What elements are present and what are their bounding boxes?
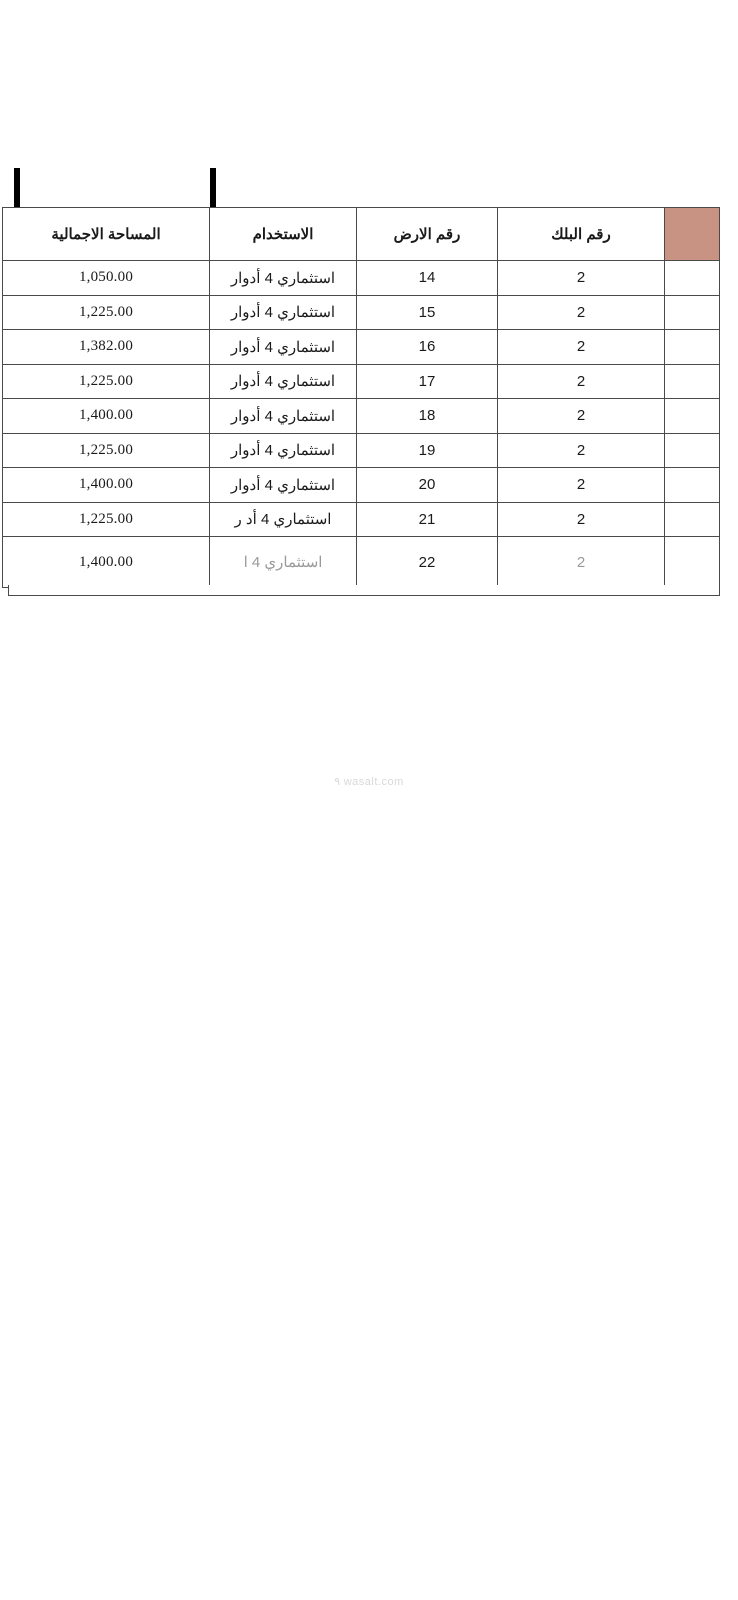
column-header-land: رقم الارض	[357, 208, 498, 261]
land-table	[2, 207, 720, 588]
cell-spacer	[665, 468, 720, 503]
cell-area: 1,225.00	[3, 295, 210, 330]
cell-usage: استثماري 4 أدوار	[210, 468, 357, 503]
column-header-spacer	[665, 208, 720, 261]
cell-land: 22	[357, 537, 498, 588]
cell-area: 1,050.00	[3, 261, 210, 296]
column-header-usage: الاستخدام	[210, 208, 357, 261]
cell-block: 2	[498, 433, 665, 468]
cell-usage: استثماري 4 أد ر	[210, 502, 357, 537]
cell-block: 2	[498, 295, 665, 330]
cell-area: 1,400.00	[3, 399, 210, 434]
cell-block: 2	[498, 537, 665, 588]
cell-spacer	[665, 364, 720, 399]
table-bottom-border	[8, 585, 720, 596]
cell-usage: استثماري 4 أدوار	[210, 364, 357, 399]
land-table-container	[8, 207, 720, 588]
cell-usage: استثماري 4 أدوار	[210, 295, 357, 330]
table-row	[3, 537, 720, 588]
cell-land: 14	[357, 261, 498, 296]
cell-spacer	[665, 502, 720, 537]
table-row	[3, 261, 720, 296]
cell-land: 16	[357, 330, 498, 365]
cell-land: 20	[357, 468, 498, 503]
table-header-row	[3, 208, 720, 261]
cell-spacer	[665, 399, 720, 434]
table-row	[3, 399, 720, 434]
column-header-block: رقم البلك	[498, 208, 665, 261]
table-row	[3, 468, 720, 503]
cell-land: 17	[357, 364, 498, 399]
cell-usage: استثماري 4 أدوار	[210, 261, 357, 296]
cell-land: 18	[357, 399, 498, 434]
cell-area: 1,382.00	[3, 330, 210, 365]
cell-area: 1,225.00	[3, 364, 210, 399]
cell-block: 2	[498, 330, 665, 365]
cell-spacer	[665, 433, 720, 468]
table-row	[3, 433, 720, 468]
cell-area: 1,400.00	[3, 537, 210, 588]
table-row	[3, 502, 720, 537]
cell-block: 2	[498, 468, 665, 503]
table-header	[3, 208, 720, 261]
cell-block: 2	[498, 399, 665, 434]
cell-area: 1,225.00	[3, 433, 210, 468]
cell-usage: استثماري 4 أدوار	[210, 399, 357, 434]
table-row	[3, 364, 720, 399]
table-body	[3, 261, 720, 588]
cell-block: 2	[498, 261, 665, 296]
cell-usage: استثماري 4 أدوار	[210, 330, 357, 365]
cell-block: 2	[498, 502, 665, 537]
cell-spacer	[665, 261, 720, 296]
column-header-area: المساحة الاجمالية	[3, 208, 210, 261]
cell-block: 2	[498, 364, 665, 399]
cell-spacer	[665, 537, 720, 588]
cell-land: 15	[357, 295, 498, 330]
cell-spacer	[665, 295, 720, 330]
crop-mark-right	[210, 168, 216, 208]
crop-mark-left	[14, 168, 20, 208]
cell-spacer	[665, 330, 720, 365]
table-row	[3, 295, 720, 330]
cell-land: 19	[357, 433, 498, 468]
cell-area: 1,400.00	[3, 468, 210, 503]
cell-usage: استثماري 4 ا	[210, 537, 357, 588]
cell-area: 1,225.00	[3, 502, 210, 537]
table-row	[3, 330, 720, 365]
cell-usage: استثماري 4 أدوار	[210, 433, 357, 468]
cell-land: 21	[357, 502, 498, 537]
watermark: wasalt.com ٩	[334, 776, 404, 788]
